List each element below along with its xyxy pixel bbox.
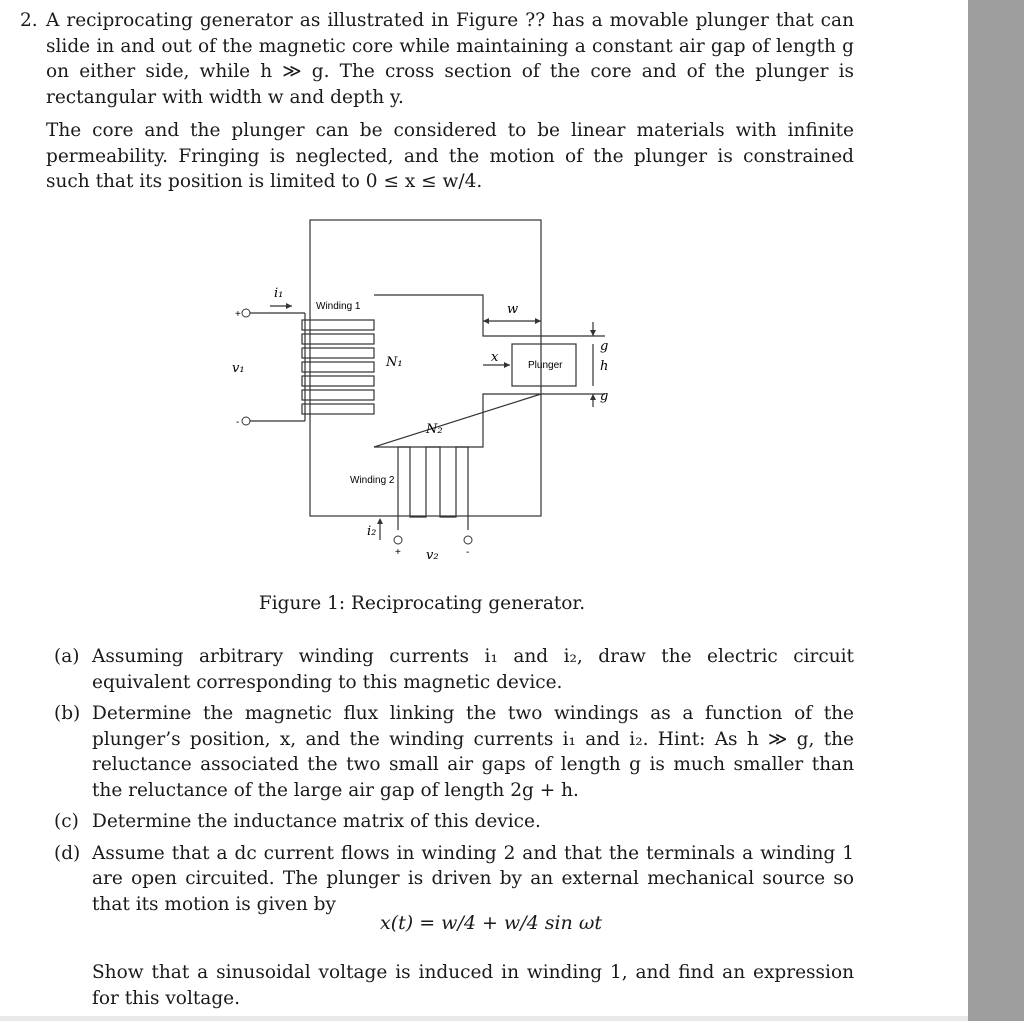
vertical-scrollbar[interactable] bbox=[968, 0, 1024, 1021]
width-w-label: w bbox=[507, 302, 519, 317]
part-text: Assuming arbitrary winding currents i₁ and i₂, draw the electric circuit equivalent corresponding to this magnetic device. bbox=[92, 646, 854, 693]
page-bottom-edge bbox=[0, 1016, 968, 1021]
reciprocating-generator-figure bbox=[226, 212, 646, 582]
figure-caption: Figure 1: Reciprocating generator. bbox=[258, 593, 586, 614]
current-i1-label: i₁ bbox=[274, 286, 284, 301]
question-part-a bbox=[54, 644, 854, 695]
turns-n1-label: N₁ bbox=[386, 355, 403, 370]
question-part-c bbox=[54, 809, 854, 835]
winding1-label: Winding 1 bbox=[316, 301, 361, 312]
height-h-label: h bbox=[600, 359, 609, 374]
question-parts-list bbox=[54, 644, 854, 923]
question-part-b bbox=[54, 701, 854, 803]
problem-intro-1: A reciprocating generator as illustrated in Figure ?? has a movable plunger that can slide in and out of the magnetic core while maintaining a constant air gap of length g on either side, while h ≫ g. The cross section of the core and of the plunger is rectangular with width w and depth y. bbox=[46, 10, 854, 108]
voltage-v2-label: v₂ bbox=[426, 548, 439, 563]
problem-intro-2: The core and the plunger can be considered to be linear materials with infinite permeability. Fringing is neglected, and the motion of the plunger is constrained such that its position is limited to 0 ≤ x ≤ w/4. bbox=[46, 120, 854, 192]
motion-equation: x(t) = w/4 + w/4 sin ωt bbox=[380, 912, 602, 934]
terminal-minus-2: - bbox=[466, 547, 470, 558]
conclusion-text: Show that a sinusoidal voltage is induced in winding 1, and find an expression for this voltage. bbox=[92, 962, 854, 1009]
current-i2-label: i₂ bbox=[367, 524, 377, 539]
winding2-label: Winding 2 bbox=[350, 475, 395, 486]
part-label: (d) bbox=[54, 842, 81, 864]
part-label: (c) bbox=[54, 811, 79, 832]
turns-n2-label: N₂ bbox=[426, 422, 443, 437]
part-text: Assume that a dc current flows in winding 2 and that the terminals a winding 1 are open circuited. The plunger is driven by an external mechanical source so that its motion is given by bbox=[92, 842, 854, 915]
voltage-v1-label: v₁ bbox=[232, 361, 245, 376]
part-label: (a) bbox=[54, 646, 80, 667]
gap-g-bottom-label: g bbox=[600, 389, 609, 404]
part-text: Determine the inductance matrix of this device. bbox=[92, 811, 541, 832]
terminal-plus-1: + bbox=[235, 309, 241, 320]
problem-number: 2. bbox=[20, 10, 38, 31]
question-part-d bbox=[54, 841, 854, 918]
terminal-plus-2: + bbox=[395, 547, 401, 558]
terminal-minus-1: - bbox=[236, 417, 240, 428]
part-label: (b) bbox=[54, 703, 81, 724]
plunger-label: Plunger bbox=[528, 360, 563, 371]
part-text: Determine the magnetic flux linking the two windings as a function of the plunger’s position, x, and the winding currents i₁ and i₂. Hint: As h ≫ g, the reluctance associated the two small air gaps of length g is much smaller than the reluctance of the large air gap of length 2g + h. bbox=[92, 703, 854, 801]
gap-g-top-label: g bbox=[600, 339, 609, 354]
position-x-label: x bbox=[491, 350, 499, 365]
